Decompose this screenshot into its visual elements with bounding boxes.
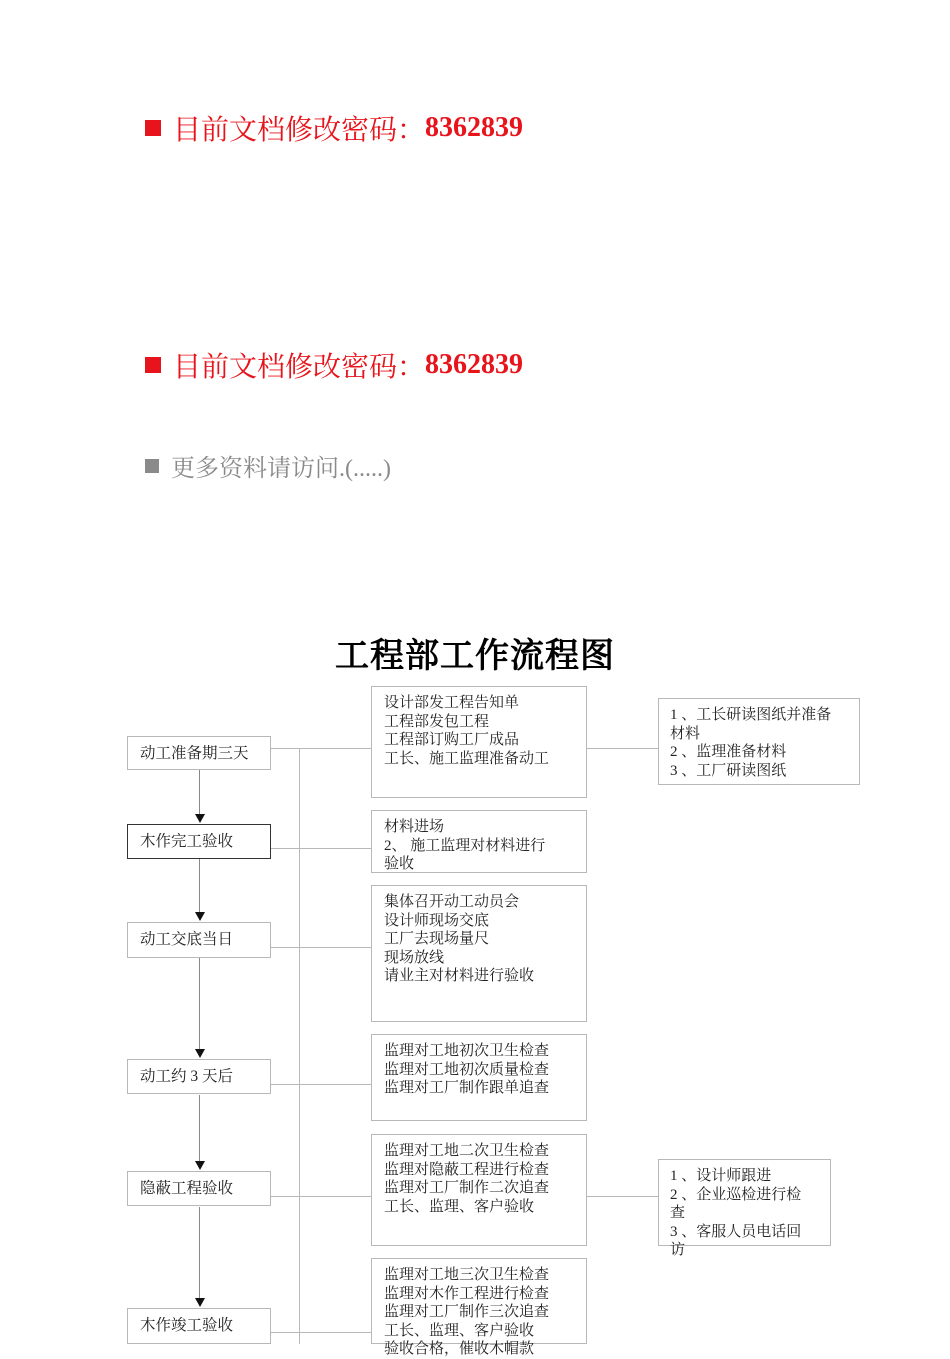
arrow-line-2 bbox=[199, 859, 200, 913]
more-info-text: 更多资料请访问.(.....) bbox=[171, 456, 391, 482]
connector-note-1 bbox=[587, 748, 659, 749]
main-trunk-line bbox=[299, 748, 300, 1344]
connector-stage-4 bbox=[271, 1084, 372, 1085]
arrow-down-icon bbox=[195, 1298, 205, 1307]
arrow-line-5 bbox=[199, 1207, 200, 1299]
task-line: 监理对工厂制作跟单追查 bbox=[384, 1080, 550, 1096]
task-box-1 bbox=[371, 686, 587, 798]
task-box-6 bbox=[371, 1258, 587, 1357]
task-box-2 bbox=[371, 810, 587, 873]
note-box-2 bbox=[658, 1159, 831, 1258]
task-line: 监理对工地初次卫生检查 bbox=[384, 1043, 550, 1059]
note-line: 2 、企业巡检进行检 bbox=[670, 1186, 802, 1203]
connector-stage-5 bbox=[271, 1196, 372, 1197]
connector-note-2 bbox=[587, 1196, 659, 1197]
task-line: 监理对工厂制作三次追查 bbox=[384, 1304, 550, 1320]
connector-stage-3 bbox=[271, 947, 372, 948]
arrow-down-icon bbox=[195, 912, 205, 921]
task-line: 2、 施工监理对材料进行 bbox=[384, 837, 546, 854]
note-line: 1 、设计师跟进 bbox=[670, 1168, 772, 1184]
stage-box-4: 动工约 3 天后 bbox=[127, 1059, 271, 1094]
note-line: 2 、监理准备材料 bbox=[670, 744, 787, 760]
task-box-3 bbox=[371, 885, 587, 1022]
task-line: 工长、监理、客户验收 bbox=[384, 1322, 535, 1339]
task-line: 监理对隐蔽工程进行检查 bbox=[384, 1161, 550, 1178]
arrow-down-icon bbox=[195, 814, 205, 823]
stage-box-5: 隐蔽工程验收 bbox=[127, 1171, 271, 1206]
connector-stage-1 bbox=[271, 748, 372, 749]
task-line: 工程部订购工厂成品 bbox=[384, 732, 520, 748]
task-line: 工长、施工监理准备动工 bbox=[384, 750, 550, 767]
task-line: 工长、监理、客户验收 bbox=[384, 1198, 535, 1215]
task-box-5 bbox=[371, 1134, 587, 1246]
stage-box-6: 木作竣工验收 bbox=[127, 1308, 271, 1344]
task-box-4 bbox=[371, 1034, 587, 1121]
task-line: 监理对木作工程进行检查 bbox=[384, 1285, 550, 1302]
task-line: 材料进场 bbox=[384, 819, 445, 835]
arrow-line-3 bbox=[199, 958, 200, 1050]
note-line: 1 、工长研读图纸并准备 bbox=[670, 707, 832, 723]
task-line: 集体召开动工动员会 bbox=[384, 894, 520, 910]
task-line: 设计师现场交底 bbox=[384, 912, 490, 929]
stage-box-1: 动工准备期三天 bbox=[127, 736, 271, 770]
task-line: 监理对工厂制作二次追查 bbox=[384, 1180, 550, 1196]
arrow-down-icon bbox=[195, 1049, 205, 1058]
task-line: 工程部发包工程 bbox=[384, 713, 490, 730]
note-line: 材料 bbox=[670, 725, 701, 742]
password-code: 8362839 bbox=[425, 112, 524, 143]
task-line: 设计部发工程告知单 bbox=[384, 695, 520, 711]
task-line: 验收合格，催收木帽款 bbox=[384, 1341, 535, 1357]
note-box-1 bbox=[658, 698, 860, 785]
password-code: 8362839 bbox=[425, 349, 524, 380]
stage-box-2: 木作完工验收 bbox=[127, 824, 271, 859]
password-notice-2 bbox=[145, 345, 523, 385]
stage-box-3: 动工交底当日 bbox=[127, 922, 271, 958]
arrow-line-4 bbox=[199, 1095, 200, 1162]
note-line: 查 bbox=[670, 1205, 686, 1221]
more-info-line bbox=[145, 448, 391, 483]
red-square-bullet-icon bbox=[145, 120, 161, 136]
flowchart-title: 工程部工作流程图 bbox=[335, 638, 615, 675]
note-line: 3 、客服人员电话回 bbox=[670, 1223, 802, 1240]
task-line: 请业主对材料进行验收 bbox=[384, 968, 535, 984]
grey-square-bullet-icon bbox=[145, 459, 159, 473]
notice-text: 目前文档修改密码： bbox=[173, 115, 426, 146]
task-line: 验收 bbox=[384, 856, 415, 872]
connector-stage-6 bbox=[271, 1332, 372, 1333]
notice-text: 目前文档修改密码： bbox=[173, 352, 426, 383]
task-line: 监理对工地三次卫生检查 bbox=[384, 1267, 550, 1283]
arrow-line-1 bbox=[199, 770, 200, 815]
task-line: 工厂去现场量尺 bbox=[384, 931, 490, 947]
connector-stage-2 bbox=[271, 848, 372, 849]
password-notice-1 bbox=[145, 108, 523, 148]
task-line: 监理对工地初次质量检查 bbox=[384, 1061, 550, 1078]
task-line: 现场放线 bbox=[384, 949, 445, 966]
note-line: 3 、工厂研读图纸 bbox=[670, 762, 787, 779]
red-square-bullet-icon bbox=[145, 357, 161, 373]
note-line: 访 bbox=[670, 1242, 686, 1258]
arrow-down-icon bbox=[195, 1161, 205, 1170]
task-line: 监理对工地二次卫生检查 bbox=[384, 1143, 550, 1159]
